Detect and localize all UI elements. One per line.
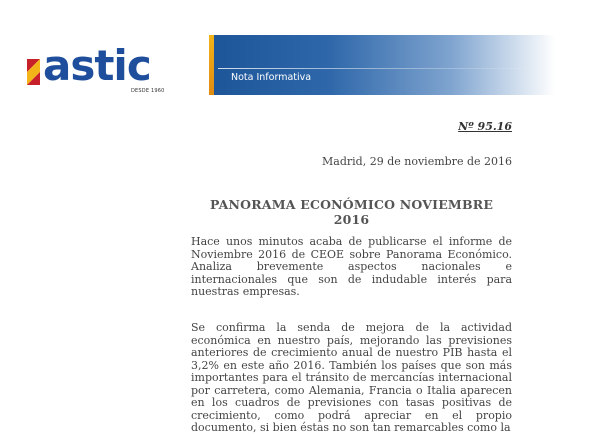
banner-divider	[218, 68, 555, 69]
document-reference: Nº 95.16	[458, 120, 512, 133]
astic-logo	[27, 41, 177, 94]
logo-flag-icon	[27, 59, 40, 85]
document-title: PANORAMA ECONÓMICO NOVIEMBRE 2016	[209, 197, 494, 227]
document-date: Madrid, 29 de noviembre de 2016	[322, 155, 512, 168]
logo-wordmark: astic	[43, 41, 151, 90]
banner-accent-bar	[209, 35, 214, 95]
body-paragraph: Se confirma la senda de mejora de la actividad económica en nuestro país, mejorando las previsiones anteriores de crecimiento anual de nuestro PIB hasta el 3,2% en este año 2016. También los países que son más importantes para el tránsito de mercancías internacional por carretera, como Alemania, Francia o Italia aparecen en los cuadros de previsiones con tasas positivas de crecimiento, como podrá apreciar en el propio documento, si bien éstas no son tan remarcables como la	[191, 321, 512, 434]
banner-label: Nota Informativa	[231, 72, 312, 83]
header-banner	[209, 35, 555, 95]
logo-subtitle: DESDE 1960	[131, 88, 165, 94]
body-paragraph: Hace unos minutos acaba de publicarse el informe de Noviembre 2016 de CEOE sobre Panorama Económico. Analiza brevemente aspectos nacionales e internacionales que son de indudable interés para nuestras empresas.	[191, 235, 512, 298]
